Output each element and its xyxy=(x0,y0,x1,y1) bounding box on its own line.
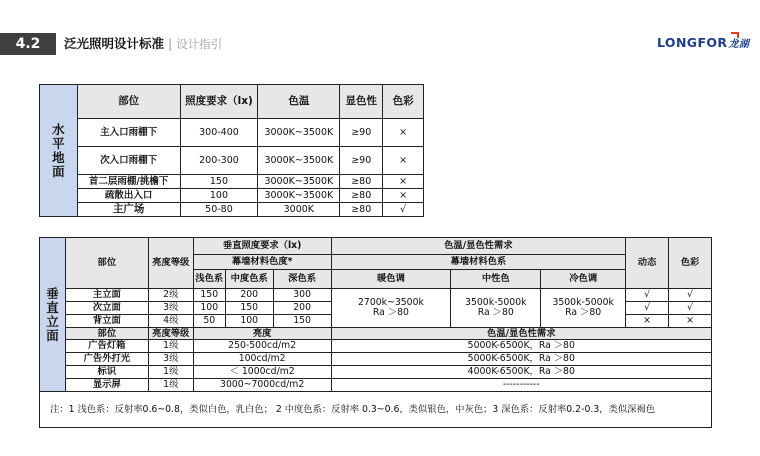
table-row xyxy=(40,119,424,147)
header-illuminance: 照度要求（lx) xyxy=(180,85,258,119)
header-color: 色彩 xyxy=(669,238,712,289)
cell-level: 3级 xyxy=(148,353,193,366)
footnote: 注：1 浅色系：反射率0.6~0.8，类似白色，乳白色； 2 中度色系：反射率 0.3~0.6，类似银色，中灰色；3 深色系：反射率0.2-0.3，类似深褐色 xyxy=(40,392,712,428)
header-curtain-series: 幕墙材料色系 xyxy=(331,255,626,270)
group-label-horizontal: 水 平 地 面 xyxy=(40,85,78,217)
cell-color: × xyxy=(383,175,424,189)
table-row xyxy=(40,353,712,366)
cell-color-temp: 5000K-6500K，Ra ＞80 xyxy=(331,340,711,353)
cell-part: 标识 xyxy=(65,366,148,379)
table-row xyxy=(40,189,424,203)
cell-light: 100 xyxy=(193,302,225,315)
cell-part: 主广场 xyxy=(77,203,180,217)
table-row xyxy=(40,203,424,217)
cell-medium: 200 xyxy=(225,289,273,302)
cell-part: 主立面 xyxy=(65,289,148,302)
cell-light: 150 xyxy=(193,289,225,302)
cell-color: × xyxy=(383,147,424,175)
cell-color: × xyxy=(669,315,712,328)
header-curtain-color: 幕墙材料色度* xyxy=(193,255,331,270)
cell-color: √ xyxy=(383,203,424,217)
cell-dark: 150 xyxy=(273,315,331,328)
cell-brightness: 3000~7000cd/m2 xyxy=(193,379,331,392)
header2-color-temp: 色温/显色性需求 xyxy=(331,328,711,340)
header-color-temp: 色温 xyxy=(258,85,340,119)
cell-color-temp: 3000K~3500K xyxy=(258,119,340,147)
table-row xyxy=(40,379,712,392)
cell-part: 广告外打光 xyxy=(65,353,148,366)
header-cool: 冷色调 xyxy=(541,270,626,289)
cell-color: √ xyxy=(669,289,712,302)
cell-dynamic: × xyxy=(626,315,669,328)
header-warm: 暖色调 xyxy=(331,270,451,289)
cell-illuminance: 100 xyxy=(180,189,258,203)
header2-part: 部位 xyxy=(65,328,148,340)
cell-color-rendering: ≥90 xyxy=(340,147,383,175)
cell-illuminance: 150 xyxy=(180,175,258,189)
cell-part: 疏散出入口 xyxy=(77,189,180,203)
table-row xyxy=(40,175,424,189)
header-light: 浅色系 xyxy=(193,270,225,289)
header-brightness-level: 亮度等级 xyxy=(148,238,193,289)
header-part: 部位 xyxy=(65,238,148,289)
table-row xyxy=(40,147,424,175)
cell-level: 1级 xyxy=(148,366,193,379)
table-row xyxy=(40,289,712,302)
cell-color-rendering: ≥80 xyxy=(340,203,383,217)
cell-color-temp: 5000K-6500K，Ra ＞80 xyxy=(331,353,711,366)
cell-color-temp: 3000K~3500K xyxy=(258,175,340,189)
cell-part: 次入口雨棚下 xyxy=(77,147,180,175)
cell-neutral: 3500k-5000k Ra ＞80 xyxy=(451,289,541,328)
cell-brightness: 250-500cd/m2 xyxy=(193,340,331,353)
cell-dark: 300 xyxy=(273,289,331,302)
cell-illuminance: 200-300 xyxy=(180,147,258,175)
cell-level: 4级 xyxy=(148,315,193,328)
cell-color-temp: 3000K~3500K xyxy=(258,189,340,203)
logo-cn: 龙湖 xyxy=(728,39,750,50)
cell-warm: 2700k~3500k Ra ＞80 xyxy=(331,289,451,328)
cell-level: 3级 xyxy=(148,302,193,315)
cell-part: 次立面 xyxy=(65,302,148,315)
header-color: 色彩 xyxy=(383,85,424,119)
cell-color-rendering: ≥80 xyxy=(340,175,383,189)
cell-light: 50 xyxy=(193,315,225,328)
cell-medium: 150 xyxy=(225,302,273,315)
header-dark: 深色系 xyxy=(273,270,331,289)
cell-dynamic: √ xyxy=(626,289,669,302)
cell-illuminance: 300-400 xyxy=(180,119,258,147)
cell-part: 主入口雨棚下 xyxy=(77,119,180,147)
logo-mark-icon xyxy=(731,32,739,38)
cell-dynamic: √ xyxy=(626,302,669,315)
cell-color-temp: 3000K xyxy=(258,203,340,217)
cell-color-temp: 4000K-6500K，Ra ＞80 xyxy=(331,366,711,379)
cell-cool: 3500k-5000k Ra ＞80 xyxy=(541,289,626,328)
group-label-vertical: 垂 直 立 面 xyxy=(40,238,66,392)
cell-color-temp: 3000K~3500K xyxy=(258,147,340,175)
cell-color-rendering: ≥90 xyxy=(340,119,383,147)
cell-level: 1级 xyxy=(148,340,193,353)
cell-part: 广告灯箱 xyxy=(65,340,148,353)
header-neutral: 中性色 xyxy=(451,270,541,289)
page-title xyxy=(64,35,222,53)
header2-brightness: 亮度 xyxy=(193,328,331,340)
cell-brightness: ＜ 1000cd/m2 xyxy=(193,366,331,379)
header-color-rendering: 显色性 xyxy=(340,85,383,119)
cell-color: √ xyxy=(669,302,712,315)
brand-logo xyxy=(657,35,749,53)
cell-color: × xyxy=(383,119,424,147)
title-main: 泛光照明设计标准 xyxy=(64,36,165,51)
cell-part: 显示屏 xyxy=(65,379,148,392)
header-part: 部位 xyxy=(77,85,180,119)
cell-color-rendering: ≥80 xyxy=(340,189,383,203)
header-medium: 中度色系 xyxy=(225,270,273,289)
cell-illuminance: 50-80 xyxy=(180,203,258,217)
horizontal-ground-table xyxy=(39,84,424,217)
logo-text: LONGFOR xyxy=(657,35,728,50)
cell-color-temp: ----------- xyxy=(331,379,711,392)
header2-level: 亮度等级 xyxy=(148,328,193,340)
table-row xyxy=(40,366,712,379)
cell-level: 1级 xyxy=(148,379,193,392)
cell-dark: 200 xyxy=(273,302,331,315)
section-number: 4.2 xyxy=(0,33,56,55)
cell-medium: 100 xyxy=(225,315,273,328)
vertical-facade-table xyxy=(39,237,712,428)
cell-color: × xyxy=(383,189,424,203)
table-row xyxy=(40,340,712,353)
header-color-temp-rendering: 色温/显色性需求 xyxy=(331,238,626,255)
title-sub: 设计指引 xyxy=(176,37,223,51)
header-dynamic: 动态 xyxy=(626,238,669,289)
cell-brightness: 100cd/m2 xyxy=(193,353,331,366)
title-separator: | xyxy=(164,36,177,51)
cell-part: 首二层雨棚/挑檐下 xyxy=(77,175,180,189)
cell-part: 背立面 xyxy=(65,315,148,328)
header-vertical-illuminance: 垂直照度要求（lx) xyxy=(193,238,331,255)
cell-level: 2级 xyxy=(148,289,193,302)
